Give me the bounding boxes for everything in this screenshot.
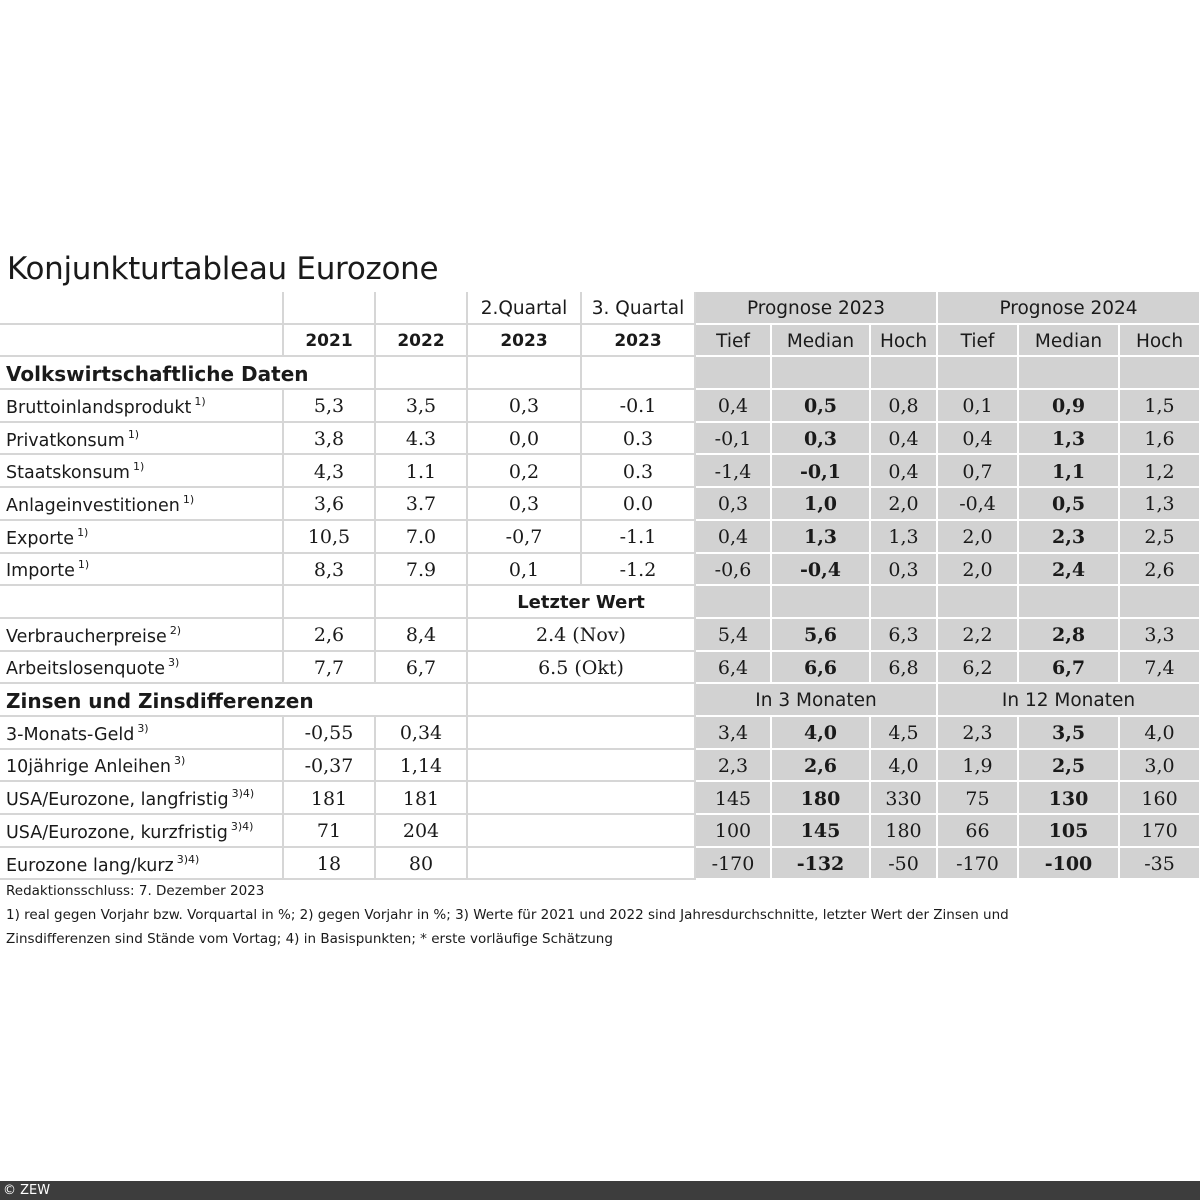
value-median: 0,5 [1018,488,1119,521]
value-2021: 5,3 [283,390,375,423]
header-q2-year: 2023 [467,325,581,358]
header-in-12-monaten: In 12 Monaten [937,684,1200,717]
value-hoch: 180 [870,815,937,848]
value-2021: 2,6 [283,619,375,652]
value-hoch: 6,3 [870,619,937,652]
empty-cell [467,750,695,783]
value-hoch: -50 [870,848,937,881]
footnote-ref: 1) [182,492,195,506]
value-hoch: 0,3 [870,554,937,587]
value-median: 105 [1018,815,1119,848]
value-q3-2023: -0.1 [581,390,695,423]
value-hoch: 0,8 [870,390,937,423]
header-row-1 [0,292,1200,325]
row-label [0,619,283,652]
value-median: -132 [771,848,870,881]
value-median: 145 [771,815,870,848]
table-row [0,815,1200,848]
value-median: 4,0 [771,717,870,750]
footnote-ref: 2) [169,623,182,637]
row-label-text: USA/Eurozone, kurzfristig [6,822,228,843]
value-2021: 3,6 [283,488,375,521]
value-median: 2,8 [1018,619,1119,652]
value-hoch: 4,0 [870,750,937,783]
value-tief: -0,6 [695,554,771,587]
value-2022: 7.9 [375,554,467,587]
header-2021: 2021 [283,325,375,358]
value-letzter-wert: 2.4 (Nov) [467,619,695,652]
value-tief: 2,0 [937,521,1018,554]
row-label-text: Verbraucherpreise [6,626,167,647]
header-q2: 2.Quartal [467,292,581,325]
credit-bar [0,1181,1200,1200]
value-tief: 6,2 [937,652,1018,685]
value-hoch: 1,3 [1119,488,1200,521]
header-tief-2023: Tief [695,325,771,358]
header-2022: 2022 [375,325,467,358]
footnote-ref: 3) [167,656,180,670]
value-q2-2023: 0,3 [467,390,581,423]
value-2021: 7,7 [283,652,375,685]
value-tief: 0,4 [695,521,771,554]
value-tief: -0,4 [937,488,1018,521]
value-tief: 6,4 [695,652,771,685]
table-row [0,488,1200,521]
value-2021: 4,3 [283,455,375,488]
value-tief: 2,0 [937,554,1018,587]
copyright-credit: © ZEW [3,1183,51,1198]
header-row-2 [0,325,1200,358]
row-label [0,815,283,848]
table-row [0,455,1200,488]
value-median: 2,5 [1018,750,1119,783]
row-label [0,390,283,423]
value-2022: 204 [375,815,467,848]
value-tief: 2,2 [937,619,1018,652]
value-median: 1,0 [771,488,870,521]
section-title-volkswirtschaft: Volkswirtschaftliche Daten [0,357,375,390]
value-hoch: 2,6 [1119,554,1200,587]
value-tief: 2,3 [937,717,1018,750]
value-hoch: 4,5 [870,717,937,750]
row-label [0,554,283,587]
value-tief: -170 [695,848,771,881]
row-label-text: Importe [6,561,75,582]
section-row [0,357,1200,390]
value-2022: 1,14 [375,750,467,783]
value-tief: 0,1 [937,390,1018,423]
table-row [0,848,1200,881]
table-row [0,750,1200,783]
row-label [0,455,283,488]
value-tief: 0,4 [937,423,1018,456]
value-median: 130 [1018,782,1119,815]
row-label [0,488,283,521]
row-label [0,782,283,815]
table-row [0,554,1200,587]
value-q2-2023: 0,0 [467,423,581,456]
value-median: 5,6 [771,619,870,652]
value-median: 2,6 [771,750,870,783]
row-label-text: Bruttoinlandsprodukt [6,397,192,418]
table-row [0,619,1200,652]
value-hoch: 170 [1119,815,1200,848]
empty-cell [467,848,695,881]
konjunktur-table [0,292,1200,880]
value-tief: 100 [695,815,771,848]
value-tief: 0,7 [937,455,1018,488]
value-median: 6,7 [1018,652,1119,685]
value-hoch: -35 [1119,848,1200,881]
value-q2-2023: 0,2 [467,455,581,488]
value-tief: 3,4 [695,717,771,750]
value-2022: 6,7 [375,652,467,685]
value-median: -0,1 [771,455,870,488]
table-row [0,652,1200,685]
value-tief: 0,4 [695,390,771,423]
row-label [0,652,283,685]
empty-cell [467,782,695,815]
value-hoch: 330 [870,782,937,815]
section-title-zinsen: Zinsen und Zinsdifferenzen [0,684,467,717]
value-q2-2023: 0,1 [467,554,581,587]
row-label [0,423,283,456]
footnote-ref: 1) [132,460,145,474]
value-2021: 71 [283,815,375,848]
row-label-text: Eurozone lang/kurz [6,855,174,876]
value-median: 0,5 [771,390,870,423]
value-hoch: 7,4 [1119,652,1200,685]
value-2022: 80 [375,848,467,881]
value-tief: -0,1 [695,423,771,456]
value-2021: 3,8 [283,423,375,456]
value-tief: 75 [937,782,1018,815]
value-hoch: 2,5 [1119,521,1200,554]
header-median-2024: Median [1018,325,1119,358]
value-q3-2023: -1.1 [581,521,695,554]
empty-cell [467,717,695,750]
footnote-ref: 1) [127,427,140,441]
value-hoch: 3,0 [1119,750,1200,783]
value-median: 3,5 [1018,717,1119,750]
table-row [0,423,1200,456]
value-2021: -0,55 [283,717,375,750]
value-hoch: 1,6 [1119,423,1200,456]
page-title: Konjunkturtableau Eurozone [7,251,439,287]
value-hoch: 0,4 [870,455,937,488]
row-label-text: Staatskonsum [6,463,130,484]
value-median: 2,3 [1018,521,1119,554]
value-median: 6,6 [771,652,870,685]
row-label [0,717,283,750]
row-label-text: 3-Monats-Geld [6,724,135,745]
value-tief: -170 [937,848,1018,881]
footnote-ref: 1) [77,525,89,539]
value-hoch: 0,4 [870,423,937,456]
value-q2-2023: 0,3 [467,488,581,521]
value-2021: -0,37 [283,750,375,783]
value-hoch: 160 [1119,782,1200,815]
value-2022: 1.1 [375,455,467,488]
value-2022: 0,34 [375,717,467,750]
letzter-wert-row [0,586,1200,619]
letzter-wert-header: Letzter Wert [467,586,695,619]
value-median: -0,4 [771,554,870,587]
value-hoch: 4,0 [1119,717,1200,750]
value-q3-2023: 0.0 [581,488,695,521]
row-label [0,750,283,783]
value-hoch: 6,8 [870,652,937,685]
value-2021: 8,3 [283,554,375,587]
value-2022: 3.7 [375,488,467,521]
row-label-text: USA/Eurozone, langfristig [6,790,229,811]
table-row [0,782,1200,815]
value-2022: 181 [375,782,467,815]
footnote-ref: 3)4) [230,819,254,833]
row-label [0,848,283,881]
table-row [0,521,1200,554]
value-hoch: 1,5 [1119,390,1200,423]
value-hoch: 1,3 [870,521,937,554]
value-tief: 1,9 [937,750,1018,783]
redaktionsschluss: Redaktionsschluss: 7. Dezember 2023 [6,883,265,899]
value-2022: 3,5 [375,390,467,423]
value-tief: 5,4 [695,619,771,652]
value-tief: 0,3 [695,488,771,521]
header-prognose-2023: Prognose 2023 [695,292,937,325]
header-q3-year: 2023 [581,325,695,358]
value-tief: 145 [695,782,771,815]
row-label-text: 10jährige Anleihen [6,757,171,778]
row-label [0,521,283,554]
value-tief: 66 [937,815,1018,848]
footnote-ref: 1) [194,394,206,408]
footnote-ref: 3) [137,721,149,735]
footnote-ref: 3) [173,754,186,768]
row-label-text: Exporte [6,528,75,549]
value-hoch: 1,2 [1119,455,1200,488]
value-2021: 18 [283,848,375,881]
value-2022: 8,4 [375,619,467,652]
row-label-text: Anlageinvestitionen [6,495,180,516]
value-median: -100 [1018,848,1119,881]
table-row [0,390,1200,423]
footnote-line-2: Zinsdifferenzen sind Stände vom Vortag; 4) in Basispunkten; * erste vorläufige Schätzung [6,931,613,947]
footnote-line-1: 1) real gegen Vorjahr bzw. Vorquartal in %; 2) gegen Vorjahr in %; 3) Werte für 2021 und 2022 sind Jahresdurchschnitte, letzter Wert der Zinsen und [6,907,1009,923]
value-median: 1,3 [771,521,870,554]
value-median: 2,4 [1018,554,1119,587]
footnotes [6,879,1186,951]
value-q3-2023: 0.3 [581,423,695,456]
header-hoch-2023: Hoch [870,325,937,358]
row-label-text: Arbeitslosenquote [6,659,165,680]
value-q3-2023: -1.2 [581,554,695,587]
header-q3: 3. Quartal [581,292,695,325]
value-median: 1,1 [1018,455,1119,488]
value-2022: 4.3 [375,423,467,456]
value-median: 0,9 [1018,390,1119,423]
section-row [0,684,1200,717]
value-median: 180 [771,782,870,815]
value-median: 0,3 [771,423,870,456]
row-label-text: Privatkonsum [6,430,125,451]
value-median: 1,3 [1018,423,1119,456]
header-in-3-monaten: In 3 Monaten [695,684,937,717]
header-tief-2024: Tief [937,325,1018,358]
value-2021: 181 [283,782,375,815]
value-2021: 10,5 [283,521,375,554]
value-tief: -1,4 [695,455,771,488]
value-2022: 7.0 [375,521,467,554]
footnote-ref: 3)4) [176,852,200,866]
value-hoch: 2,0 [870,488,937,521]
table-row [0,717,1200,750]
header-prognose-2024: Prognose 2024 [937,292,1200,325]
value-letzter-wert: 6.5 (Okt) [467,652,695,685]
header-hoch-2024: Hoch [1119,325,1200,358]
empty-cell [467,815,695,848]
value-q3-2023: 0.3 [581,455,695,488]
value-q2-2023: -0,7 [467,521,581,554]
header-median-2023: Median [771,325,870,358]
footnote-ref: 1) [77,558,90,572]
value-tief: 2,3 [695,750,771,783]
footnote-ref: 3)4) [231,787,255,801]
value-hoch: 3,3 [1119,619,1200,652]
